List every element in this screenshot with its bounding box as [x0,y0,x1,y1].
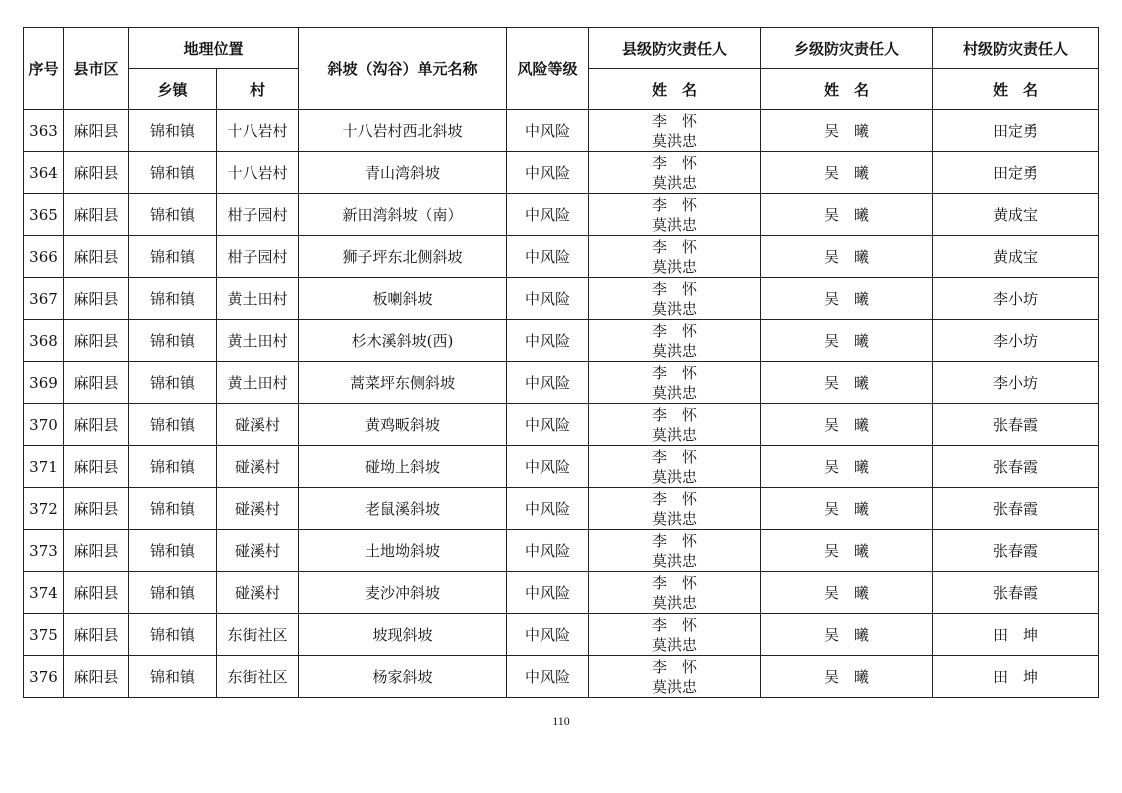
cell-town: 锦和镇 [129,446,217,488]
cell-slope: 狮子坪东北侧斜坡 [299,236,507,278]
table-row [24,320,1099,362]
cell-county: 麻阳县 [64,320,129,362]
cell-county-persons [589,404,761,446]
cell-no: 372 [24,488,64,530]
cell-county: 麻阳县 [64,446,129,488]
cell-risk: 中风险 [507,656,589,698]
cell-slope: 土地坳斜坡 [299,530,507,572]
table-row [24,110,1099,152]
cell-town: 锦和镇 [129,404,217,446]
cell-county: 麻阳县 [64,110,129,152]
county-person-name: 李 怀 [652,573,698,592]
cell-no: 370 [24,404,64,446]
county-person-name: 李 怀 [652,489,698,508]
cell-village-person: 张春霞 [933,404,1099,446]
cell-town-person: 吴 曦 [761,320,933,362]
header-village-resp: 村级防灾责任人 [933,28,1099,69]
cell-county: 麻阳县 [64,614,129,656]
cell-no: 376 [24,656,64,698]
cell-village: 黄土田村 [217,362,299,404]
header-geo: 地理位置 [129,28,299,69]
cell-town: 锦和镇 [129,572,217,614]
cell-slope: 碰坳上斜坡 [299,446,507,488]
cell-village: 东街社区 [217,614,299,656]
cell-county: 麻阳县 [64,404,129,446]
cell-town: 锦和镇 [129,236,217,278]
cell-no: 366 [24,236,64,278]
cell-village: 碰溪村 [217,446,299,488]
cell-village: 碰溪村 [217,488,299,530]
cell-village-person: 田定勇 [933,152,1099,194]
cell-county: 麻阳县 [64,572,129,614]
cell-town-person: 吴 曦 [761,656,933,698]
cell-county: 麻阳县 [64,152,129,194]
county-person-name: 莫洪忠 [652,467,698,486]
county-person-name: 李 怀 [652,447,698,466]
cell-county-persons [589,446,761,488]
cell-village: 东街社区 [217,656,299,698]
table-row [24,152,1099,194]
table-row [24,572,1099,614]
cell-town: 锦和镇 [129,530,217,572]
header-county: 县市区 [64,28,129,110]
cell-risk: 中风险 [507,446,589,488]
cell-risk: 中风险 [507,278,589,320]
cell-slope: 杨家斜坡 [299,656,507,698]
header-town-resp: 乡级防灾责任人 [761,28,933,69]
cell-risk: 中风险 [507,614,589,656]
cell-risk: 中风险 [507,488,589,530]
cell-village: 黄土田村 [217,278,299,320]
cell-town: 锦和镇 [129,362,217,404]
cell-village-person: 李小坊 [933,278,1099,320]
cell-village-person: 田 坤 [933,614,1099,656]
cell-county-persons [589,110,761,152]
cell-no: 363 [24,110,64,152]
cell-risk: 中风险 [507,362,589,404]
cell-town-person: 吴 曦 [761,278,933,320]
cell-county: 麻阳县 [64,362,129,404]
table-row [24,530,1099,572]
header-seq: 序号 [24,28,64,110]
cell-village: 十八岩村 [217,152,299,194]
county-person-name: 莫洪忠 [652,341,698,360]
cell-slope: 麦沙冲斜坡 [299,572,507,614]
cell-county-persons [589,572,761,614]
county-person-name: 莫洪忠 [652,299,698,318]
cell-town-person: 吴 曦 [761,446,933,488]
cell-town-person: 吴 曦 [761,488,933,530]
header-county-resp: 县级防灾责任人 [589,28,761,69]
cell-village-person: 张春霞 [933,572,1099,614]
page-number: 110 [552,714,570,728]
county-person-name: 李 怀 [652,405,698,424]
cell-village: 碰溪村 [217,404,299,446]
cell-town-person: 吴 曦 [761,110,933,152]
header-name-county: 姓 名 [589,69,761,110]
cell-county-persons [589,278,761,320]
county-person-name: 李 怀 [652,321,698,340]
cell-no: 374 [24,572,64,614]
cell-slope: 老鼠溪斜坡 [299,488,507,530]
cell-town-person: 吴 曦 [761,530,933,572]
cell-county-persons [589,320,761,362]
cell-slope: 新田湾斜坡（南） [299,194,507,236]
county-person-name: 李 怀 [652,657,698,676]
cell-town: 锦和镇 [129,614,217,656]
county-person-name: 莫洪忠 [652,677,698,696]
county-person-name: 李 怀 [652,615,698,634]
cell-village: 十八岩村 [217,110,299,152]
county-person-name: 莫洪忠 [652,131,698,150]
header-risk: 风险等级 [507,28,589,110]
cell-village: 碰溪村 [217,572,299,614]
cell-slope: 板喇斜坡 [299,278,507,320]
cell-village: 柑子园村 [217,236,299,278]
county-person-name: 莫洪忠 [652,593,698,612]
county-person-name: 李 怀 [652,279,698,298]
cell-village-person: 张春霞 [933,530,1099,572]
cell-county-persons [589,530,761,572]
cell-town: 锦和镇 [129,152,217,194]
cell-town: 锦和镇 [129,320,217,362]
cell-county-persons [589,488,761,530]
table-row [24,488,1099,530]
cell-no: 373 [24,530,64,572]
cell-slope: 青山湾斜坡 [299,152,507,194]
responsibility-table [23,27,1099,698]
cell-village: 黄土田村 [217,320,299,362]
cell-risk: 中风险 [507,404,589,446]
table-row [24,362,1099,404]
cell-town-person: 吴 曦 [761,614,933,656]
cell-village-person: 田 坤 [933,656,1099,698]
cell-county: 麻阳县 [64,656,129,698]
table-row [24,656,1099,698]
table-row [24,236,1099,278]
cell-risk: 中风险 [507,194,589,236]
header-slope-name: 斜坡（沟谷）单元名称 [299,28,507,110]
cell-county-persons [589,614,761,656]
cell-county: 麻阳县 [64,530,129,572]
cell-county: 麻阳县 [64,488,129,530]
county-person-name: 莫洪忠 [652,551,698,570]
cell-slope: 蒿菜坪东侧斜坡 [299,362,507,404]
header-name-village: 姓 名 [933,69,1099,110]
cell-county: 麻阳县 [64,194,129,236]
cell-town-person: 吴 曦 [761,152,933,194]
cell-no: 365 [24,194,64,236]
county-person-name: 李 怀 [652,237,698,256]
county-person-name: 李 怀 [652,531,698,550]
cell-no: 367 [24,278,64,320]
cell-village: 柑子园村 [217,194,299,236]
cell-no: 371 [24,446,64,488]
cell-county-persons [589,362,761,404]
cell-county-persons [589,236,761,278]
cell-county: 麻阳县 [64,278,129,320]
cell-county-persons [589,152,761,194]
county-person-name: 莫洪忠 [652,383,698,402]
cell-town-person: 吴 曦 [761,404,933,446]
table-row [24,614,1099,656]
cell-risk: 中风险 [507,320,589,362]
cell-risk: 中风险 [507,152,589,194]
header-township: 乡镇 [129,69,217,110]
cell-town: 锦和镇 [129,194,217,236]
county-person-name: 莫洪忠 [652,215,698,234]
cell-village-person: 黄成宝 [933,194,1099,236]
cell-town: 锦和镇 [129,488,217,530]
county-person-name: 莫洪忠 [652,173,698,192]
cell-village-person: 李小坊 [933,320,1099,362]
county-person-name: 李 怀 [652,195,698,214]
cell-village-person: 黄成宝 [933,236,1099,278]
cell-town-person: 吴 曦 [761,362,933,404]
table-body [24,110,1099,698]
cell-town-person: 吴 曦 [761,194,933,236]
county-person-name: 李 怀 [652,363,698,382]
county-person-name: 莫洪忠 [652,635,698,654]
cell-no: 364 [24,152,64,194]
header-village: 村 [217,69,299,110]
cell-town: 锦和镇 [129,656,217,698]
cell-village-person: 李小坊 [933,362,1099,404]
cell-county-persons [589,656,761,698]
cell-county-persons [589,194,761,236]
cell-village-person: 张春霞 [933,446,1099,488]
table-row [24,278,1099,320]
cell-risk: 中风险 [507,572,589,614]
county-person-name: 莫洪忠 [652,425,698,444]
cell-no: 369 [24,362,64,404]
table-row [24,194,1099,236]
header-name-town: 姓 名 [761,69,933,110]
county-person-name: 李 怀 [652,153,698,172]
cell-county: 麻阳县 [64,236,129,278]
table-row [24,404,1099,446]
cell-no: 375 [24,614,64,656]
cell-village: 碰溪村 [217,530,299,572]
table-row [24,446,1099,488]
cell-town: 锦和镇 [129,278,217,320]
cell-town-person: 吴 曦 [761,572,933,614]
cell-risk: 中风险 [507,110,589,152]
cell-no: 368 [24,320,64,362]
county-person-name: 莫洪忠 [652,509,698,528]
cell-slope: 十八岩村西北斜坡 [299,110,507,152]
cell-risk: 中风险 [507,236,589,278]
cell-slope: 坡现斜坡 [299,614,507,656]
cell-slope: 黄鸡畈斜坡 [299,404,507,446]
cell-village-person: 张春霞 [933,488,1099,530]
county-person-name: 莫洪忠 [652,257,698,276]
cell-slope: 杉木溪斜坡(西) [299,320,507,362]
cell-risk: 中风险 [507,530,589,572]
county-person-name: 李 怀 [652,111,698,130]
cell-town-person: 吴 曦 [761,236,933,278]
cell-village-person: 田定勇 [933,110,1099,152]
cell-town: 锦和镇 [129,110,217,152]
